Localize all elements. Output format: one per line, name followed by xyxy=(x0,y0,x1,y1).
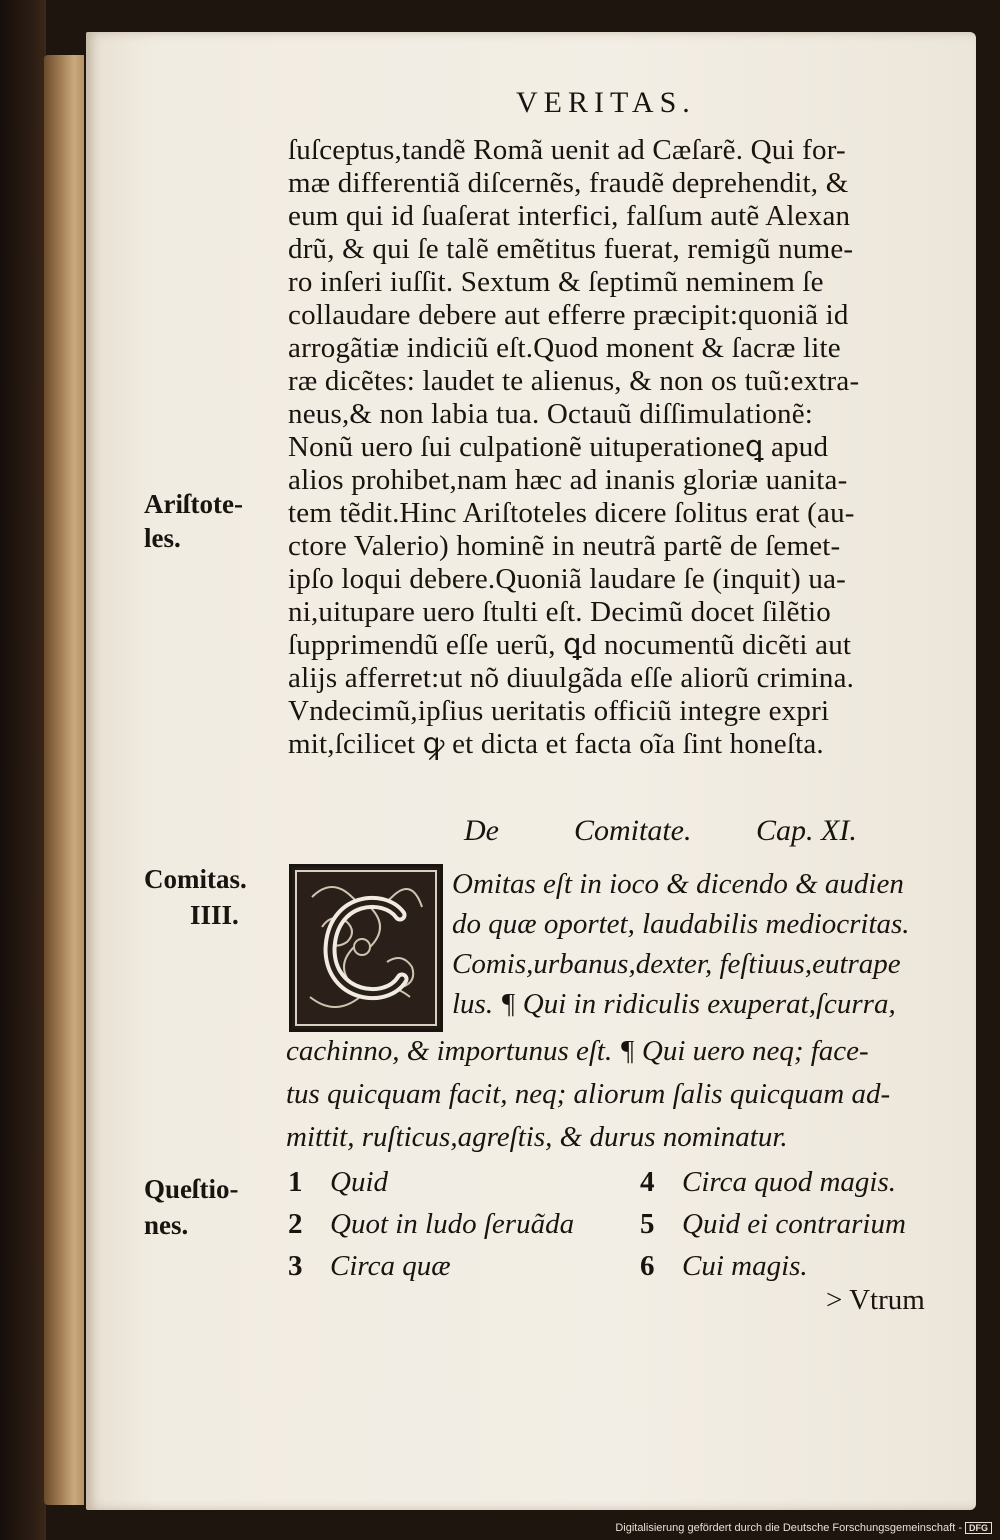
catchword: > Vtrum xyxy=(826,1284,925,1316)
chapter-number: Cap. XI. xyxy=(756,814,857,847)
body-line: ſupprimendũ eſſe uerũ, ꝗd nocumentũ dicẽti aut xyxy=(288,629,852,661)
ornament-initial-icon xyxy=(292,867,440,1029)
chapter-heading-de: De xyxy=(464,814,499,847)
book-spine xyxy=(44,55,84,1505)
question-item xyxy=(288,1166,388,1199)
comitas-line: Omitas eſt in ioco & dicendo & audien xyxy=(452,868,904,900)
comitas-line: mittit, ruſticus,agreſtis, & durus nominatur. xyxy=(286,1121,788,1153)
question-text: Cui magis. xyxy=(682,1250,808,1282)
comitas-line: lus. ¶ Qui in ridiculis exuperat,ſcurra, xyxy=(452,988,896,1020)
body-line: Nonũ uero ſui culpationẽ uituperationeꝗ apud xyxy=(288,431,829,463)
body-line: tem tẽdit.Hinc Ariſtoteles dicere ſolitus erat (au- xyxy=(288,497,855,529)
question-text: Quid ei contrarium xyxy=(682,1208,906,1240)
question-number: 4 xyxy=(640,1166,655,1198)
body-line: ctore Valerio) hominẽ in neutrã partẽ de ſemet- xyxy=(288,530,841,562)
comitas-line: cachinno, & importunus eſt. ¶ Qui uero neq; face- xyxy=(286,1035,869,1067)
body-line: collaudare debere aut efferre præcipit:quoniã id xyxy=(288,299,849,331)
question-item xyxy=(288,1208,574,1241)
running-head: VERITAS. xyxy=(516,86,696,119)
footer-text: Digitalisierung gefördert durch die Deutsche Forschungsgemeinschaft - xyxy=(615,1522,962,1534)
question-number: 6 xyxy=(640,1250,655,1282)
margin-note-comitas: Comitas. xyxy=(144,864,247,894)
chapter-title: Comitate. xyxy=(574,814,692,847)
book-edge-shadow xyxy=(0,0,46,1540)
body-line: ipſo loqui debere.Quoniã laudare ſe (inquit) ua- xyxy=(288,563,846,595)
body-line: mit,ſcilicet ꝙ et dicta et facta oĩa ſint honeſta. xyxy=(288,728,824,760)
dfg-logo: DFG xyxy=(965,1522,992,1534)
body-line: ni,uitupare uero ſtulti eſt. Decimũ docet ſilẽtio xyxy=(288,596,831,628)
body-line: alijs afferret:ut nõ diuulgãda eſſe aliorũ crimina. xyxy=(288,662,855,694)
question-text: Quot in ludo ſeruãda xyxy=(330,1208,575,1240)
body-line: Vndecimũ,ipſius ueritatis officiũ integre expri xyxy=(288,695,830,727)
margin-note-comitas-number: IIII. xyxy=(190,900,239,930)
question-text: Circa quæ xyxy=(330,1250,451,1282)
body-line: ſuſceptus,tandẽ Romã uenit ad Cæſarẽ. Qui for- xyxy=(288,134,846,166)
question-number: 1 xyxy=(288,1166,303,1198)
book-page xyxy=(86,32,976,1510)
body-line: neus,& non labia tua. Octauũ diſſimulationẽ: xyxy=(288,398,814,430)
margin-note-aristoteles-cont: les. xyxy=(144,523,181,553)
body-line: drũ, & qui ſe talẽ emẽtitus fuerat, remigũ nume- xyxy=(288,233,854,265)
question-item xyxy=(640,1208,906,1241)
comitas-line: tus quicquam facit, neq; aliorum ſalis quicquam ad- xyxy=(286,1078,891,1110)
body-line: alios prohibet,nam hæc ad inanis gloriæ uanita- xyxy=(288,464,848,496)
body-line: eum qui id ſuaſerat interfici, falſum autẽ Alexan xyxy=(288,200,851,232)
margin-note-questiones: Queſtio- xyxy=(144,1174,239,1204)
body-line: ræ dicẽtes: laudet te alienus, & non os tuũ:extra- xyxy=(288,365,860,397)
body-line: ro inſeri iuſſit. Sextum & ſeptimũ neminem ſe xyxy=(288,266,824,298)
question-item xyxy=(640,1166,896,1199)
decorated-initial-c xyxy=(289,864,443,1032)
question-item xyxy=(288,1250,451,1283)
question-number: 2 xyxy=(288,1208,303,1240)
comitas-line: do quæ oportet, laudabilis mediocritas. xyxy=(452,908,910,940)
question-number: 5 xyxy=(640,1208,655,1240)
body-line: arrogãtiæ indiciũ eſt.Quod monent & ſacræ lite xyxy=(288,332,841,364)
question-number: 3 xyxy=(288,1250,303,1282)
digitization-footer xyxy=(615,1522,992,1534)
question-text: Quid xyxy=(330,1166,388,1198)
question-text: Circa quod magis. xyxy=(682,1166,897,1198)
question-item xyxy=(640,1250,808,1283)
body-line: mæ differentiã diſcernẽs, fraudẽ deprehendit, & xyxy=(288,167,849,199)
comitas-line: Comis,urbanus,dexter, feſtiuus,eutrape xyxy=(452,948,901,980)
margin-note-questiones-cont: nes. xyxy=(144,1210,189,1240)
margin-note-aristoteles: Ariſtote- xyxy=(144,489,243,519)
